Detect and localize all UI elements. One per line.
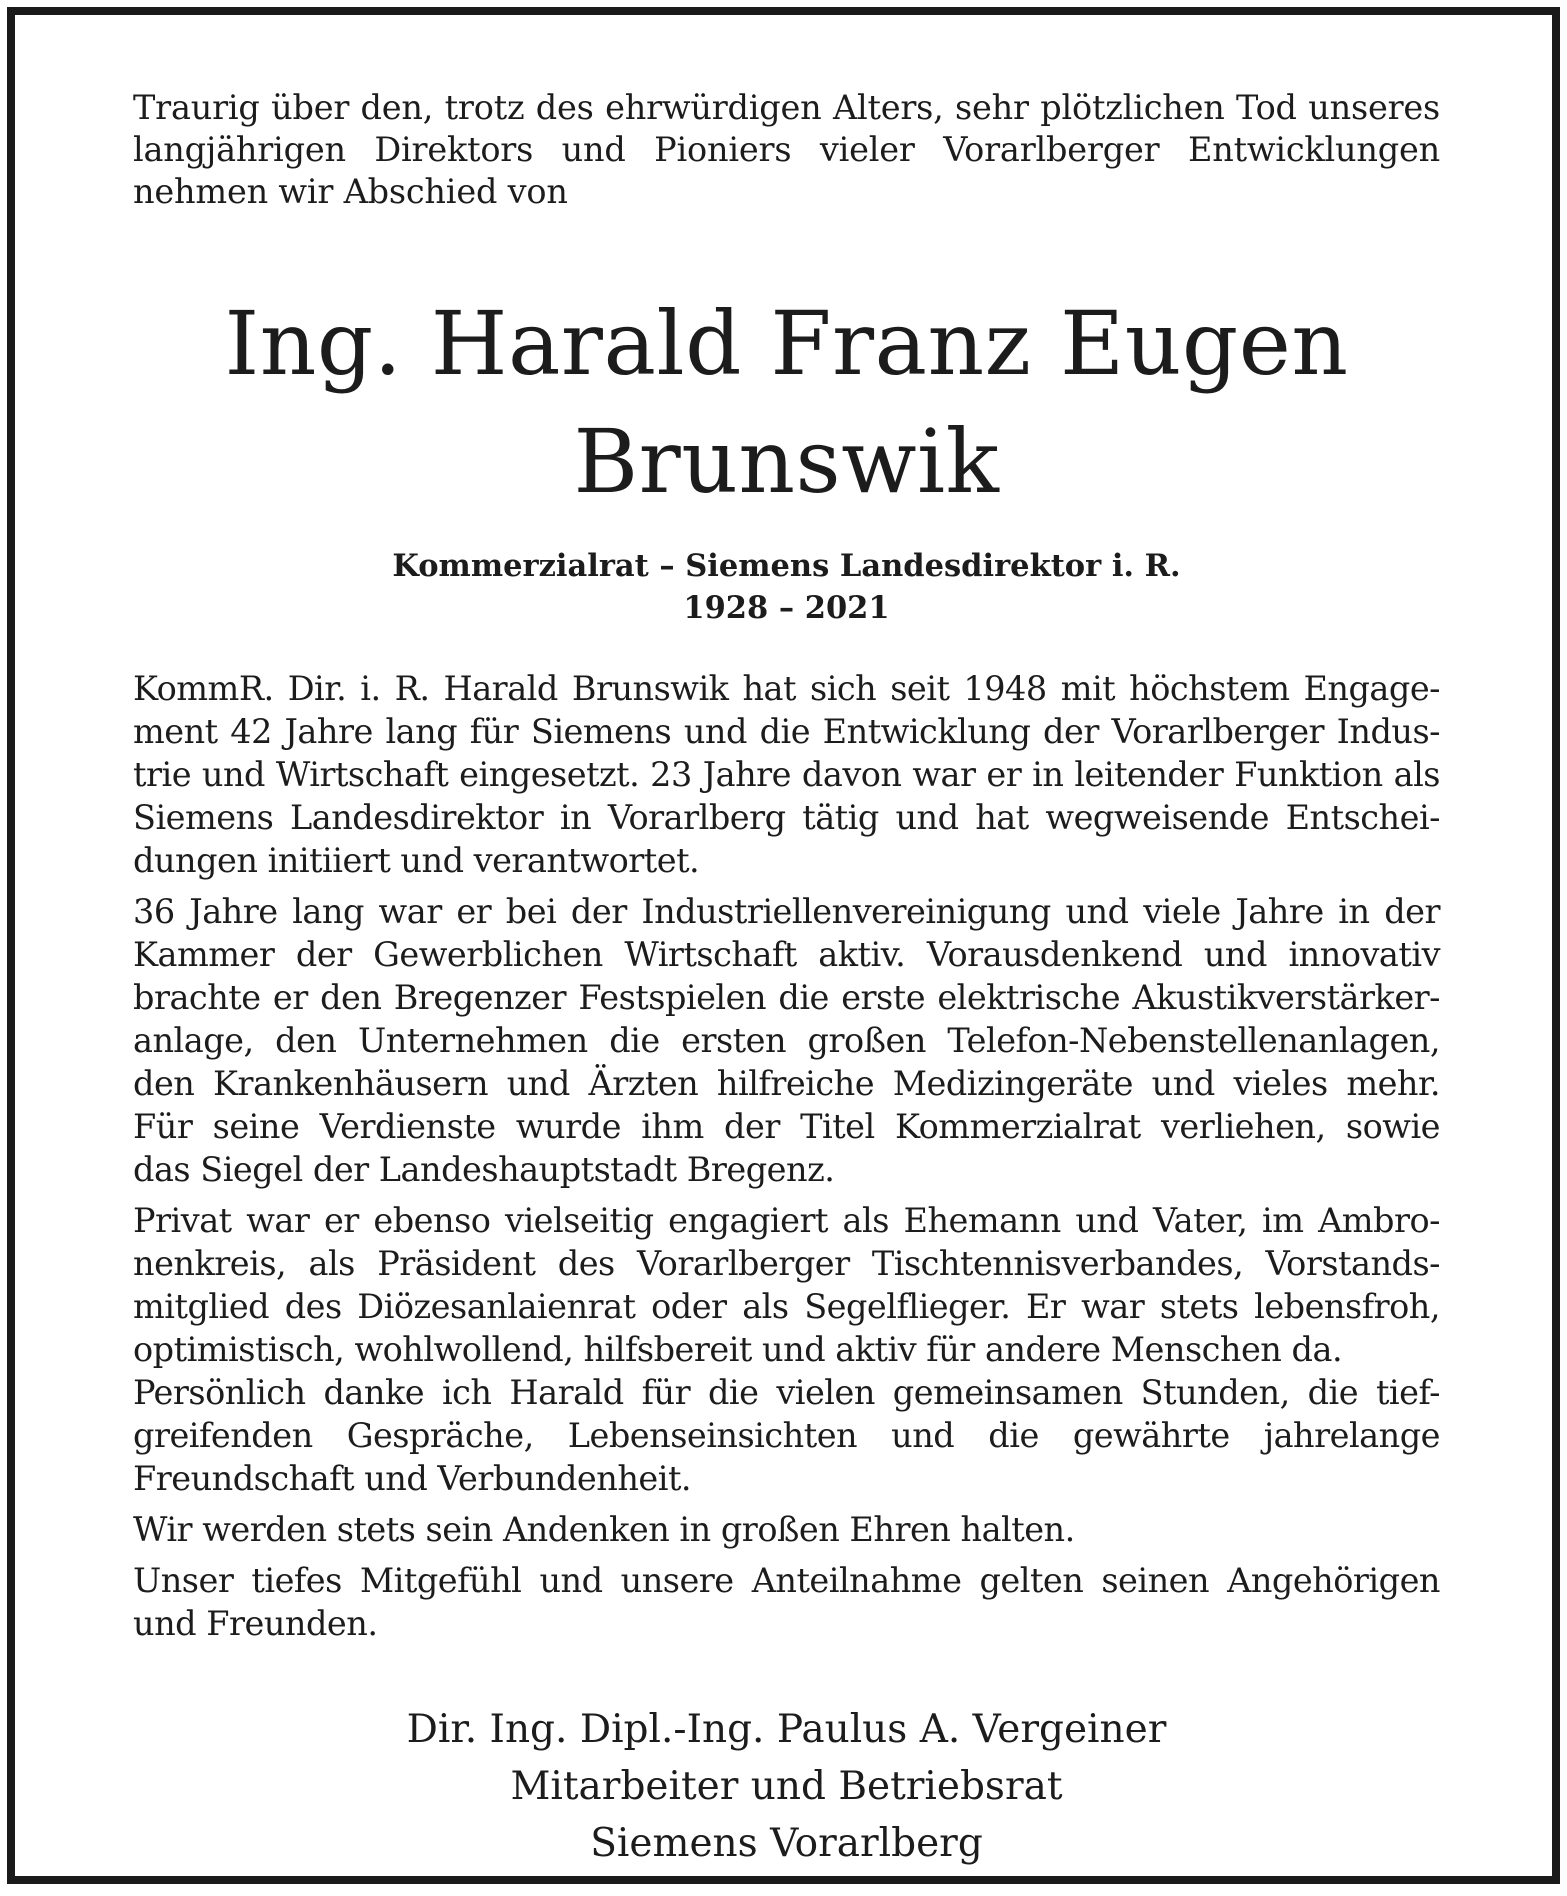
- text-line: mitglied des Diözesanlaienrat oder als Segelflieger. Er war stets lebensfroh,: [133, 1287, 1440, 1326]
- text-line: anlage, den Unternehmen die ersten großen Telefon-Nebenstellenanlagen,: [133, 1021, 1440, 1060]
- text-line: ment 42 Jahre lang für Siemens und die Entwicklung der Vorarlberger Indus-: [133, 712, 1440, 751]
- text-line: optimistisch, wohlwollend, hilfsbereit und aktiv für andere Menschen da.: [133, 1330, 1343, 1369]
- paragraph-remembrance: [133, 1508, 1440, 1551]
- obituary-content: [133, 87, 1440, 1872]
- signature-block: [133, 1701, 1440, 1872]
- obituary-notice: [7, 7, 1560, 1884]
- text-line: nenkreis, als Präsident des Vorarlberger Tischtennisverbandes, Vorstands-: [133, 1244, 1440, 1283]
- deceased-subtitle: [133, 545, 1440, 629]
- intro-text: [133, 87, 1440, 213]
- text-line: Privat war er ebenso vielseitig engagiert als Ehemann und Vater, im Ambro-: [133, 1201, 1440, 1240]
- intro-line: nehmen wir Abschied von: [133, 172, 568, 211]
- text-line: Siemens Landesdirektor in Vorarlberg tätig und hat wegweisende Entschei-: [133, 798, 1440, 837]
- deceased-title: Kommerzialrat – Siemens Landesdirektor i. R.: [392, 548, 1181, 584]
- text-line: 36 Jahre lang war er bei der Industriellenvereinigung und viele Jahre in der: [133, 892, 1440, 931]
- signatory-organization: Siemens Vorarlberg: [590, 1821, 983, 1866]
- text-line: das Siegel der Landeshauptstadt Bregenz.: [133, 1150, 835, 1189]
- text-line: Kammer der Gewerblichen Wirtschaft aktiv. Vorausdenkend und innovativ: [133, 935, 1440, 974]
- text-line: Für seine Verdienste wurde ihm der Titel Kommerzialrat verliehen, sowie: [133, 1107, 1440, 1146]
- paragraph-private: [133, 1199, 1440, 1500]
- signatory-group: Mitarbeiter und Betriebsrat: [510, 1764, 1063, 1809]
- paragraph-condolences: [133, 1559, 1440, 1645]
- obituary-body: [133, 667, 1440, 1645]
- deceased-name-line: Ing. Harald Franz Eugen: [224, 292, 1349, 395]
- deceased-name-line: Brunswik: [573, 410, 1000, 513]
- text-line: Wir werden stets sein Andenken in großen Ehren halten.: [133, 1510, 1075, 1549]
- text-line: KommR. Dir. i. R. Harald Brunswik hat sich seit 1948 mit höchstem Engage-: [133, 669, 1440, 708]
- text-line: Unser tiefes Mitgefühl und unsere Anteilnahme gelten seinen Angehörigen: [133, 1561, 1440, 1600]
- text-line: greifenden Gespräche, Lebenseinsichten und die gewährte jahrelange: [133, 1416, 1440, 1455]
- intro-line: langjährigen Direktors und Pioniers vieler Vorarlberger Entwicklungen: [133, 130, 1440, 169]
- text-line: und Freunden.: [133, 1604, 378, 1643]
- text-line: Persönlich danke ich Harald für die vielen gemeinsamen Stunden, die tief-: [133, 1373, 1440, 1412]
- text-line: brachte er den Bregenzer Festspielen die erste elektrische Akustikverstärker-: [133, 978, 1440, 1017]
- paragraph-career: [133, 667, 1440, 882]
- intro-line: Traurig über den, trotz des ehrwürdigen Alters, sehr plötzlichen Tod unseres: [133, 88, 1440, 127]
- text-line: dungen initiiert und verantwortet.: [133, 841, 700, 880]
- text-line: den Krankenhäusern und Ärzten hilfreiche Medizingeräte und vieles mehr.: [133, 1064, 1440, 1103]
- paragraph-achievements: [133, 890, 1440, 1191]
- signatory-name: Dir. Ing. Dipl.-Ing. Paulus A. Vergeiner: [406, 1707, 1167, 1752]
- text-line: Freundschaft und Verbundenheit.: [133, 1459, 692, 1498]
- text-line: trie und Wirtschaft eingesetzt. 23 Jahre davon war er in leitender Funktion als: [133, 755, 1440, 794]
- deceased-name: [133, 285, 1440, 521]
- deceased-years: 1928 – 2021: [683, 590, 890, 626]
